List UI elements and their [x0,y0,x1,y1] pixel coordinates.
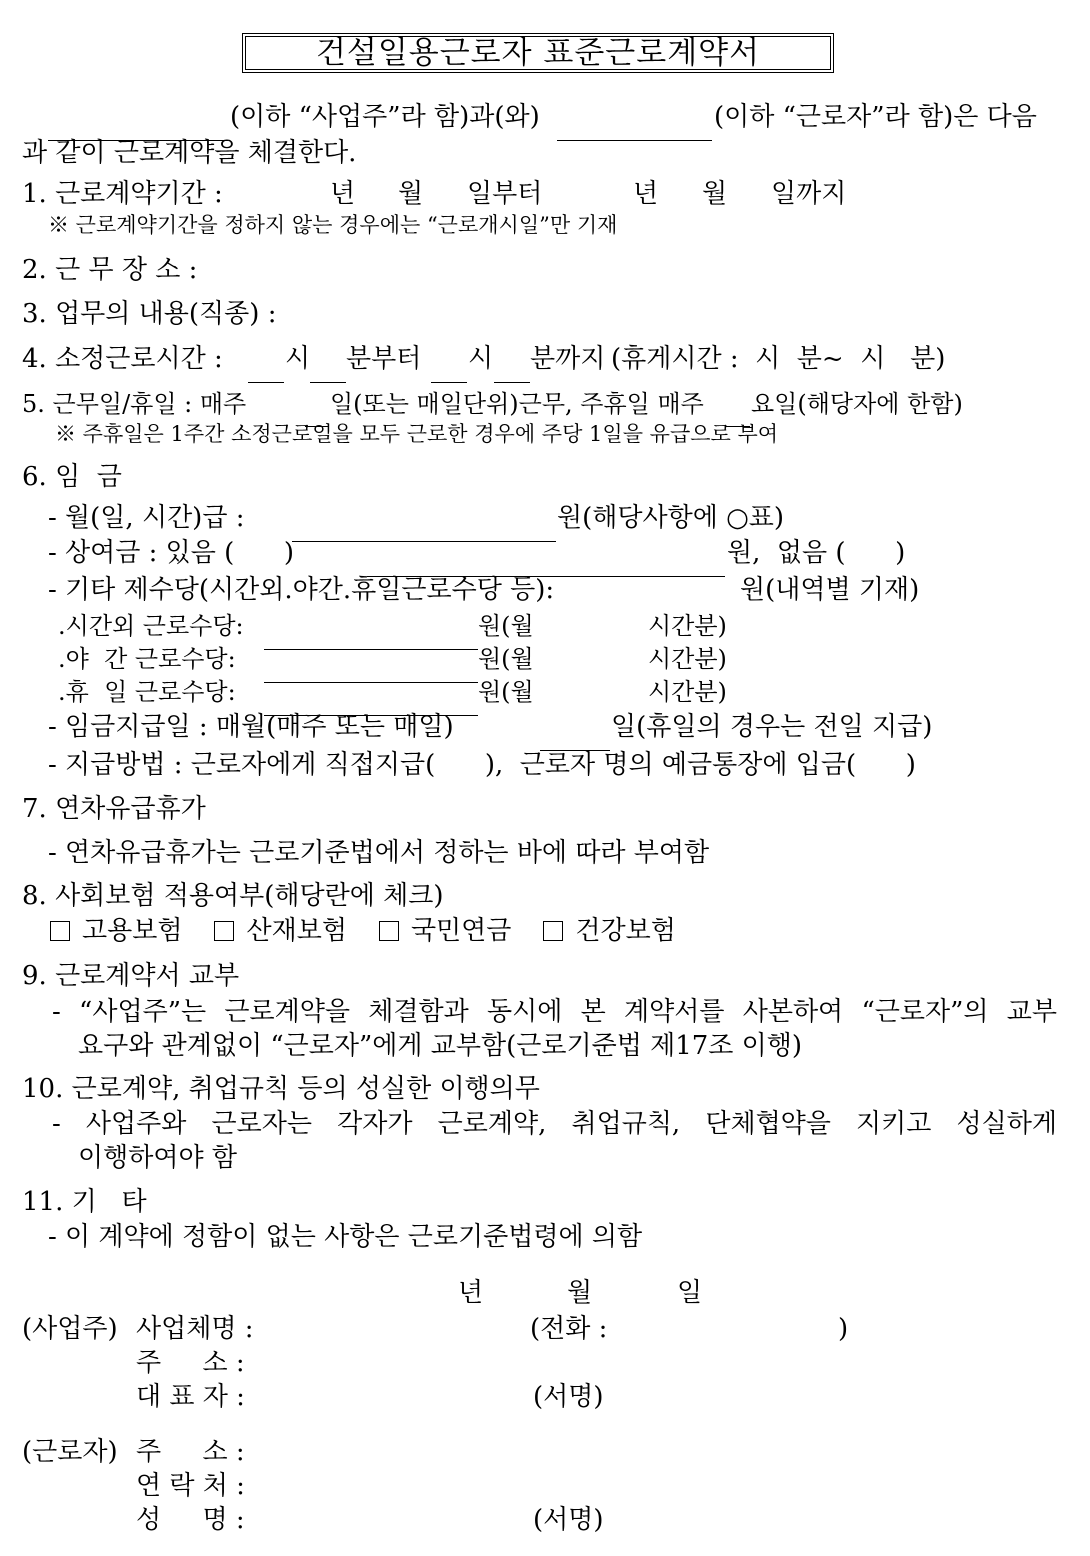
employer-sign[interactable]: (서명) [533,1382,604,1412]
s6-wage-label: - 월(일, 시간)급 : [48,503,245,533]
s4-hour-1: 시 [285,344,311,374]
s1-start-day: 일부터 [467,179,543,209]
checkbox-health-insurance[interactable] [543,921,563,941]
document-title: 건설일용근로자 표준근로계약서 [245,36,831,70]
s4-min-1: 분부터 [346,344,422,374]
s5-mid: 일(또는 매일단위)근무, 주휴일 매주 [330,390,704,418]
s4-start-hour-blank[interactable] [248,360,284,388]
s7-text: - 연차유급휴가는 근로기준법에서 정하는 바에 따라 부여함 [48,838,710,868]
employer-tag: (사업주) [22,1314,118,1344]
s6-item-holiday-won: 원(월 [478,678,534,706]
label-employment-insurance: 고용보험 [82,916,183,946]
employer-phone-close: ) [838,1314,849,1344]
s6-payday-end: 일(휴일의 경우는 전일 지급) [611,712,933,742]
s4-label: 4. 소정근로시간 : [22,344,223,374]
s6-item-overtime-hr: 시간분) [648,612,727,640]
s4-end-min-blank[interactable] [494,360,530,388]
s4-start-min-blank[interactable] [310,360,346,388]
s3-label: 3. 업무의 내용(직종) : [22,299,277,329]
s6-wage-blank[interactable] [292,519,556,547]
s6-item-overtime-blank[interactable] [264,627,478,655]
s9-text1: - “사업주”는 근로계약을 체결함과 동시에 본 계약서를 사본하여 “근로자”의 교부 [52,997,1057,1027]
worker-tag: (근로자) [22,1437,118,1467]
date-month: 월 [567,1278,593,1308]
s1-end-month: 월 [702,179,728,209]
s4-end-hour-blank[interactable] [431,360,467,388]
s6-allow-end: 원(내역별 기재) [740,575,920,605]
s6-item-night-won: 원(월 [478,645,534,673]
s6-item-holiday: .휴 일 근로수당: [58,678,236,706]
worker-addr-label: 주 소 : [136,1437,245,1467]
employer-name-label: 사업체명 : [136,1314,254,1344]
s8-label: 8. 사회보험 적용여부(해당란에 체크) [22,881,444,911]
s4-min-2: 분까지 [530,344,606,374]
label-national-pension: 국민연금 [410,916,512,946]
label-health-insurance: 건강보험 [575,916,676,946]
date-year: 년 [458,1278,484,1308]
intro-part2: (이하 “근로자”라 함)은 다음 [714,102,1037,132]
s1-end-day: 일까지 [771,179,847,209]
s6-wage-end: 원(해당사항에 ○표) [557,503,785,533]
employer-rep-label: 대 표 자 : [136,1382,245,1412]
employer-phone-label: (전화 : [530,1314,608,1344]
label-industrial-accident-insurance: 산재보험 [246,916,347,946]
s1-end-year: 년 [633,179,659,209]
s6-item-overtime: .시간외 근로수당: [58,612,244,640]
s6-payday-label: - 임금지급일 : 매월(매주 또는 매일) [48,712,454,742]
s11-label: 11. 기 타 [22,1187,147,1217]
s6-item-overtime-won: 원(월 [478,612,534,640]
s6-label: 6. 임 금 [22,462,122,492]
s1-start-year: 년 [330,179,356,209]
title-box [242,33,834,73]
s6-item-holiday-hr: 시간분) [648,678,727,706]
s5-label: 5. 근무일/휴일 : 매주 [22,390,247,418]
intro-line2: 과 같이 근로계약을 체결한다. [22,138,357,168]
s6-bonus-end: 원, 없음 ( ) [727,538,906,568]
worker-contact-label: 연 락 처 : [136,1471,245,1501]
s6-item-night-hr: 시간분) [648,645,727,673]
s9-label: 9. 근로계약서 교부 [22,961,240,991]
s6-item-night: .야 간 근로수당: [58,645,236,673]
s11-text: - 이 계약에 정함이 없는 사항은 근로기준법령에 의함 [48,1222,643,1252]
s6-method: - 지급방법 : 근로자에게 직접지급( ), 근로자 명의 예금통장에 입금( ) [48,750,916,780]
worker-sign[interactable]: (서명) [533,1505,604,1535]
worker-name-blank[interactable] [557,118,712,146]
s1-label: 1. 근로계약기간 : [22,179,223,209]
s8-options [50,918,676,944]
checkbox-national-pension[interactable] [379,921,399,941]
s7-label: 7. 연차유급휴가 [22,794,206,824]
employer-addr-label: 주 소 : [136,1348,245,1378]
checkbox-industrial-accident-insurance[interactable] [214,921,234,941]
s9-text2: 요구와 관계없이 “근로자”에게 교부함(근로기준법 제17조 이행) [78,1031,803,1061]
s10-text2: 이행하여야 함 [78,1143,237,1173]
s4-hour-2: 시 [468,344,494,374]
s2-label: 2. 근 무 장 소 : [22,255,198,285]
s5-note: ※ 주휴일은 1주간 소정근로일을 모두 근로한 경우에 주당 1일을 유급으로 부여 [55,422,779,446]
s1-start-month: 월 [398,179,424,209]
s10-text1: - 사업주와 근로자는 각자가 근로계약, 취업규칙, 단체협약을 지키고 성실하게 [52,1109,1057,1139]
s4-rest: (휴게시간 : 시 분~ 시 분) [611,344,946,374]
s6-item-night-blank[interactable] [264,660,478,688]
s10-label: 10. 근로계약, 취업규칙 등의 성실한 이행의무 [22,1074,540,1104]
s6-allow-label: - 기타 제수당(시간외.야간.휴일근로수당 등): [48,575,555,605]
s1-note: ※ 근로계약기간을 정하지 않는 경우에는 “근로개시일”만 기재 [48,213,618,237]
date-day: 일 [677,1278,703,1308]
intro-part1: (이하 “사업주”라 함)과(와) [230,102,540,132]
worker-name-label: 성 명 : [136,1505,245,1535]
s5-end: 요일(해당자에 한함) [751,390,963,418]
s6-bonus-label: - 상여금 : 있음 ( ) [48,538,295,568]
checkbox-employment-insurance[interactable] [50,921,70,941]
